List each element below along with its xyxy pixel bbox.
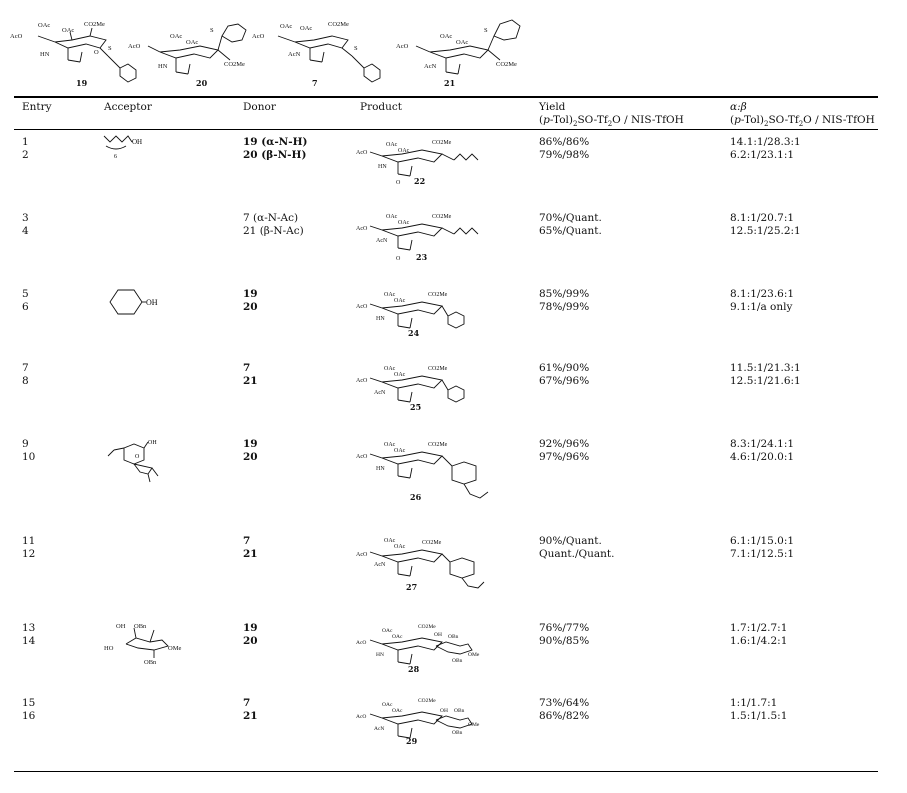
donor-entry: 19 xyxy=(243,622,258,634)
table-bottom-rule xyxy=(14,771,878,772)
co2me-label: CO2Me xyxy=(432,140,452,146)
oac-label: OAc xyxy=(398,148,410,154)
product-structure xyxy=(356,622,486,676)
obn-label: OBn xyxy=(144,659,157,664)
obn-label: OBn xyxy=(134,623,147,630)
hn-label: HN xyxy=(378,164,387,170)
product-structure xyxy=(356,208,486,264)
compound-number: 24 xyxy=(408,328,420,338)
o-label: O xyxy=(135,454,140,460)
compound-number: 29 xyxy=(406,736,418,746)
oh-label: OH xyxy=(132,138,143,146)
table-top-rule xyxy=(14,96,878,98)
acceptor-structure xyxy=(104,286,164,318)
acn-label: AcN xyxy=(288,51,301,58)
acn-label: AcN xyxy=(376,238,388,244)
header-yield-sub: $(p-Tol)_2SO-Tf_2O$ / NIS-TfOH xyxy=(539,114,684,129)
compound-number: 19 xyxy=(76,78,88,88)
yield-value: 78%/99% xyxy=(539,301,590,313)
yield-value: 73%/64% xyxy=(539,697,590,709)
ome-label: OMe xyxy=(168,645,182,652)
ratio-value: 12.5:1/21.6:1 xyxy=(730,375,801,387)
oac-label: OAc xyxy=(170,33,183,40)
ome-label: OMe xyxy=(468,652,480,658)
donor-entry: 20 xyxy=(243,635,258,647)
oac-label: OAc xyxy=(386,142,398,148)
co2me-label: CO2Me xyxy=(428,442,448,448)
co2me-label: CO2Me xyxy=(428,366,448,372)
aco-label: AcO xyxy=(356,378,368,384)
ratio-value: 8.1:1/20.7:1 xyxy=(730,212,795,224)
oh-label: OH xyxy=(440,708,448,714)
oh-label: OH xyxy=(148,440,157,446)
compound-number: 27 xyxy=(406,582,418,592)
aco-label: AcO xyxy=(252,33,265,40)
oac-label: OAc xyxy=(392,634,403,640)
entry-number: 5 xyxy=(22,288,29,300)
donor-entry: 21 xyxy=(243,548,258,560)
header-yield: Yield xyxy=(539,101,566,113)
yield-value: 70%/Quant. xyxy=(539,212,602,224)
oac-label: OAc xyxy=(300,25,313,32)
yield-value: 86%/82% xyxy=(539,710,590,722)
entry-number: 13 xyxy=(22,622,36,634)
aco-label: AcO xyxy=(396,43,409,50)
oac-label: OAc xyxy=(456,39,469,46)
obn-label: OBn xyxy=(448,634,459,640)
ratio-value: 6.2:1/23.1:1 xyxy=(730,149,795,161)
product-structure xyxy=(356,436,506,510)
entry-number: 10 xyxy=(22,451,36,463)
entry-number: 11 xyxy=(22,535,36,547)
header-product: Product xyxy=(360,101,402,113)
aco-label: AcO xyxy=(128,43,141,50)
acceptor-structure xyxy=(100,434,168,486)
oac-label: OAc xyxy=(384,292,396,298)
obn-label: OBn xyxy=(454,708,465,714)
yield-value: 85%/99% xyxy=(539,288,590,300)
compound-number: 25 xyxy=(410,402,422,412)
ratio-value: 8.3:1/24.1:1 xyxy=(730,438,795,450)
oac-label: OAc xyxy=(394,448,406,454)
yield-value: Quant./Quant. xyxy=(539,548,615,560)
oac-label: OAc xyxy=(440,33,453,40)
ratio-value: 9.1:1/a only xyxy=(730,301,793,313)
entry-number: 1 xyxy=(22,136,29,148)
ratio-value: 1:1/1.7:1 xyxy=(730,697,778,709)
donor-entry: 20 (β-N-H) xyxy=(243,149,307,161)
yield-value: 61%/90% xyxy=(539,362,590,374)
s-label: S xyxy=(354,45,358,52)
product-structure xyxy=(356,696,486,750)
entry-number: 6 xyxy=(22,301,29,313)
acn-label: AcN xyxy=(374,562,386,568)
six-label: 6 xyxy=(114,154,117,160)
aco-label: AcO xyxy=(10,33,23,40)
ho-label: HO xyxy=(104,645,114,652)
donor-entry: 20 xyxy=(243,451,258,463)
yield-value: 65%/Quant. xyxy=(539,225,602,237)
ratio-value: 8.1:1/23.6:1 xyxy=(730,288,795,300)
oac-label: OAc xyxy=(392,708,403,714)
header-donor: Donor xyxy=(243,101,276,113)
o-label: O xyxy=(396,180,401,186)
s-label: S xyxy=(210,27,214,34)
acn-label: AcN xyxy=(424,63,437,70)
oac-label: OAc xyxy=(38,22,51,29)
obn-label: OBn xyxy=(452,730,463,736)
yield-value: 86%/86% xyxy=(539,136,590,148)
aco-label: AcO xyxy=(356,304,368,310)
oac-label: OAc xyxy=(382,702,393,708)
header-ratio-sub: $(p-Tol)_2SO-Tf_2O$ / NIS-TfOH xyxy=(730,114,875,129)
yield-value: 79%/98% xyxy=(539,149,590,161)
compound-number: 23 xyxy=(416,252,428,262)
oac-label: OAc xyxy=(280,23,293,30)
product-structure xyxy=(356,534,506,596)
aco-label: AcO xyxy=(356,552,368,558)
donor-entry: 7 xyxy=(243,362,251,374)
s-label: S xyxy=(484,27,488,34)
entry-number: 8 xyxy=(22,375,29,387)
aco-label: AcO xyxy=(356,150,368,156)
yield-value: 97%/96% xyxy=(539,451,590,463)
entry-number: 14 xyxy=(22,635,36,647)
donor-entry: 19 (α-N-H) xyxy=(243,136,308,148)
entry-number: 2 xyxy=(22,149,29,161)
product-structure xyxy=(356,286,486,340)
hn-label: HN xyxy=(376,652,384,658)
entry-number: 3 xyxy=(22,212,29,224)
hn-label: HN xyxy=(376,316,385,322)
aco-label: AcO xyxy=(356,226,368,232)
yield-value: 90%/Quant. xyxy=(539,535,602,547)
oac-label: OAc xyxy=(394,298,406,304)
acn-label: AcN xyxy=(374,726,385,732)
yield-value: 67%/96% xyxy=(539,375,590,387)
compound-number: 28 xyxy=(408,664,420,674)
oac-label: OAc xyxy=(398,220,410,226)
table-header-rule xyxy=(14,129,878,130)
oac-label: OAc xyxy=(382,628,393,634)
product-structure xyxy=(356,134,486,188)
donor-entry: 19 xyxy=(243,288,258,300)
header-entry: Entry xyxy=(22,101,52,113)
aco-label: AcO xyxy=(356,640,367,646)
donor-entry: 7 xyxy=(243,697,251,709)
donor-structures-strip xyxy=(10,10,530,92)
co2me-label: CO2Me xyxy=(418,624,436,630)
entry-number: 16 xyxy=(22,710,36,722)
donor-entry: 20 xyxy=(243,301,258,313)
ratio-value: 6.1:1/15.0:1 xyxy=(730,535,795,547)
o-label: O xyxy=(94,49,99,56)
acceptor-structure xyxy=(100,134,160,160)
hn-label: HN xyxy=(158,63,168,70)
aco-label: AcO xyxy=(356,454,368,460)
s-label: S xyxy=(108,45,112,52)
co2me-label: CO2Me xyxy=(328,21,349,28)
ratio-value: 11.5:1/21.3:1 xyxy=(730,362,801,374)
entry-number: 7 xyxy=(22,362,29,374)
donor-entry: 7 xyxy=(243,535,251,547)
hn-label: HN xyxy=(40,51,50,58)
entry-number: 9 xyxy=(22,438,29,450)
entry-number: 15 xyxy=(22,697,36,709)
ratio-value: 7.1:1/12.5:1 xyxy=(730,548,795,560)
ratio-value: 14.1:1/28.3:1 xyxy=(730,136,801,148)
ratio-value: 12.5:1/25.2:1 xyxy=(730,225,801,237)
co2me-label: CO2Me xyxy=(418,698,436,704)
yield-value: 92%/96% xyxy=(539,438,590,450)
co2me-label: CO2Me xyxy=(422,540,442,546)
compound-number: 22 xyxy=(414,176,426,186)
ratio-value: 1.6:1/4.2:1 xyxy=(730,635,788,647)
product-structure xyxy=(356,360,486,414)
oac-label: OAc xyxy=(384,366,396,372)
ome-label: OMe xyxy=(468,722,480,728)
acn-label: AcN xyxy=(374,390,386,396)
oac-label: OAc xyxy=(186,39,199,46)
yield-value: 90%/85% xyxy=(539,635,590,647)
co2me-label: CO2Me xyxy=(84,21,105,28)
oac-label: OAc xyxy=(394,544,406,550)
donor-entry: 21 xyxy=(243,375,258,387)
ratio-value: 1.7:1/2.7:1 xyxy=(730,622,788,634)
obn-label: OBn xyxy=(452,658,463,664)
co2me-label: CO2Me xyxy=(428,292,448,298)
oac-label: OAc xyxy=(386,214,398,220)
compound-number: 21 xyxy=(444,78,456,88)
oh-label: OH xyxy=(146,298,158,307)
ratio-value: 1.5:1/1.5:1 xyxy=(730,710,788,722)
co2me-label: CO2Me xyxy=(224,61,245,68)
entry-number: 4 xyxy=(22,225,29,237)
header-ratio: α:β xyxy=(730,101,747,113)
oh-label: OH xyxy=(116,623,126,630)
ratio-value: 4.6:1/20.0:1 xyxy=(730,451,795,463)
o-label: O xyxy=(396,256,401,262)
entry-number: 12 xyxy=(22,548,36,560)
oac-label: OAc xyxy=(384,442,396,448)
aco-label: AcO xyxy=(356,714,367,720)
co2me-label: CO2Me xyxy=(432,214,452,220)
oac-label: OAc xyxy=(384,538,396,544)
compound-number: 7 xyxy=(312,78,318,88)
hn-label: HN xyxy=(376,466,385,472)
oac-label: OAc xyxy=(62,27,75,34)
compound-number: 26 xyxy=(410,492,422,502)
compound-number: 20 xyxy=(196,78,208,88)
oh-label: OH xyxy=(434,632,442,638)
donor-entry: 19 xyxy=(243,438,258,450)
donor-entry: 7 (α-N-Ac) xyxy=(243,212,299,224)
yield-value: 76%/77% xyxy=(539,622,590,634)
oac-label: OAc xyxy=(394,372,406,378)
header-acceptor: Acceptor xyxy=(104,101,152,113)
acceptor-structure xyxy=(102,620,186,664)
donor-entry: 21 (β-N-Ac) xyxy=(243,225,304,237)
co2me-label: CO2Me xyxy=(496,61,517,68)
donor-entry: 21 xyxy=(243,710,258,722)
